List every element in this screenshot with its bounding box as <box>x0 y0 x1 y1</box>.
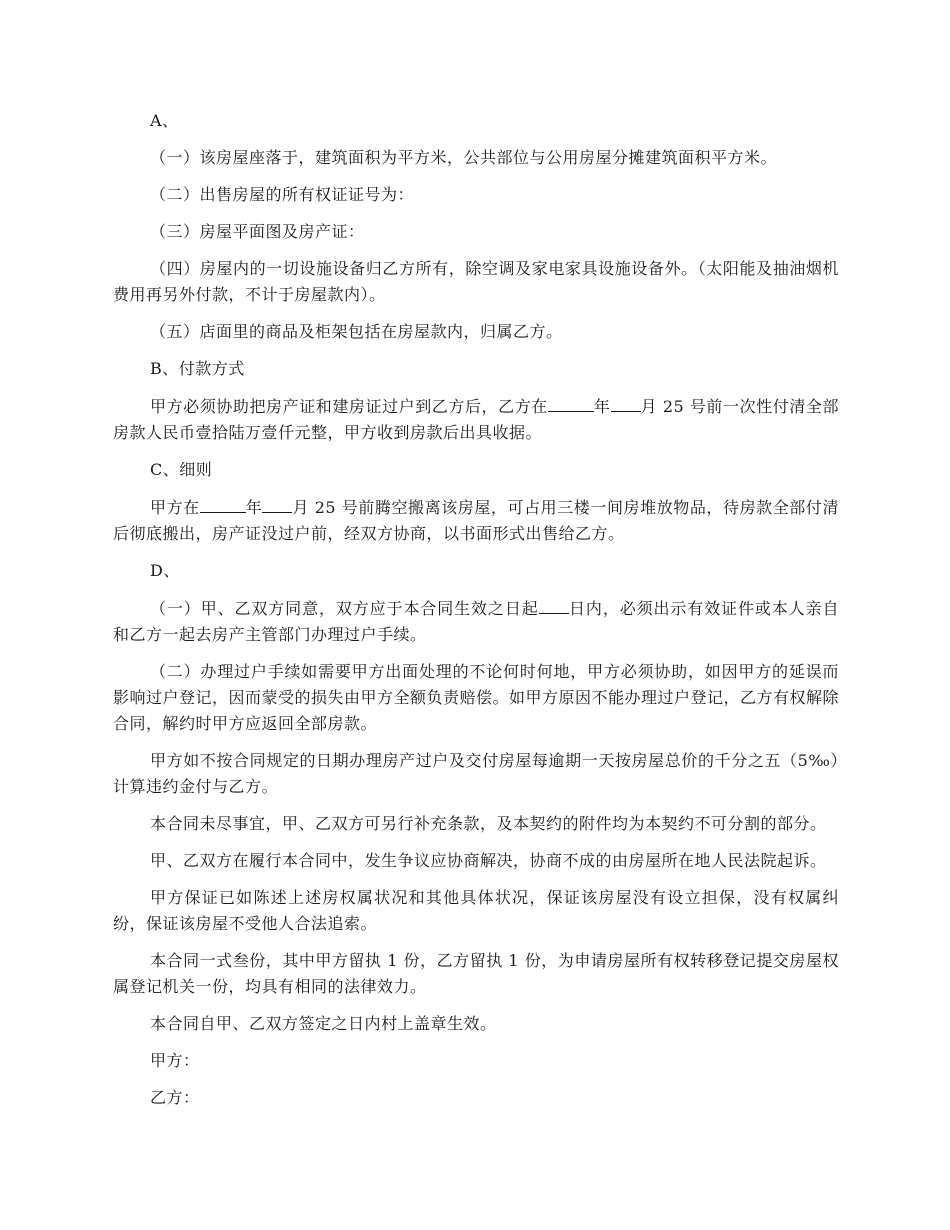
clause-guarantee: 甲方保证已如陈述上述房权属状况和其他具体状况，保证该房屋没有设立担保，没有权属纠纷，保证该房屋不受他人合法追索。 <box>113 888 839 933</box>
clause-d1-text-2: 日内，必须出示有效证件或本人亲自和乙方一起去房产主管部门办理过户手续。 <box>113 599 839 644</box>
signature-party-b: 乙方： <box>150 1088 200 1107</box>
clause-d2: （二）办理过户手续如需要甲方出面处理的不论何时何地，甲方必须协助，如因甲方的延误而影响过户登记，因而蒙受的损失由甲方全额负责赔偿。如甲方原因不能办理过户登记，乙方有权解除合同，解约时甲方应返回全部房款。 <box>113 662 840 733</box>
clause-b1-text-1: 甲方必须协助把房产证和建房证过户到乙方后，乙方在 <box>150 397 548 416</box>
year-blank <box>200 494 246 513</box>
clause-c1-text-3: 月 25 号前腾空搬离该房屋，可占用三楼一间房堆放物品，待房款全部付清后彻底搬出，房产证没过户前，经双方协商，以书面形式出售给乙方。 <box>113 498 839 543</box>
clause-a1: （一）该房屋座落于，建筑面积为平方米，公共部位与公用房屋分摊建筑面积平方米。 <box>150 148 778 167</box>
clause-b1-text-3: 月 25 号前一次性付清全部房款人民币壹拾陆万壹仟元整，甲方收到房款后出具收据。 <box>113 397 839 442</box>
month-blank <box>611 393 641 412</box>
year-blank <box>548 393 594 412</box>
clause-a2: （二）出售房屋的所有权证证号为： <box>150 185 415 204</box>
contract-page <box>113 108 839 1122</box>
clause-d1 <box>113 595 839 648</box>
signature-party-a: 甲方： <box>150 1051 200 1070</box>
section-c-heading: C、细则 <box>150 460 213 479</box>
clause-dispute: 甲、乙双方在履行本合同中，发生争议应协商解决，协商不成的由房屋所在地人民法院起诉。 <box>150 851 827 870</box>
clause-b1-text-2: 年 <box>593 397 611 416</box>
clause-d1-text-1: （一）甲、乙双方同意，双方应于本合同生效之日起 <box>150 599 539 618</box>
clause-effective: 本合同自甲、乙双方签定之日内村上盖章生效。 <box>150 1014 497 1033</box>
clause-c1-text-1: 甲方在 <box>150 498 200 517</box>
clause-c1-text-2: 年 <box>245 498 263 517</box>
clause-copies: 本合同一式叁份，其中甲方留执 1 份，乙方留执 1 份，为申请房屋所有权转移登记提交房屋权属登记机关一份，均具有相同的法律效力。 <box>113 951 839 996</box>
month-blank <box>262 494 292 513</box>
clause-a3: （三）房屋平面图及房产证： <box>150 222 365 241</box>
clause-c1 <box>113 494 839 547</box>
clause-a4: （四）房屋内的一切设施设备归乙方所有，除空调及家电家具设施设备外。（太阳能及抽油烟机费用再另外付款，不计于房屋款内）。 <box>113 259 839 304</box>
clause-penalty: 甲方如不按合同规定的日期办理房产过户及交付房屋每逾期一天按房屋总价的千分之五（5‰）计算违约金付与乙方。 <box>113 751 839 796</box>
section-d-heading: D、 <box>150 561 180 580</box>
section-a-heading: A、 <box>150 111 179 130</box>
clause-b1 <box>113 393 839 446</box>
days-blank <box>539 595 569 614</box>
section-b-heading: B、付款方式 <box>150 359 245 378</box>
clause-a5: （五）店面里的商品及柜架包括在房屋款内，归属乙方。 <box>150 322 563 341</box>
clause-supplement: 本合同未尽事宜，甲、乙双方可另行补充条款，及本契约的附件均为本契约不可分割的部分。 <box>150 814 827 833</box>
